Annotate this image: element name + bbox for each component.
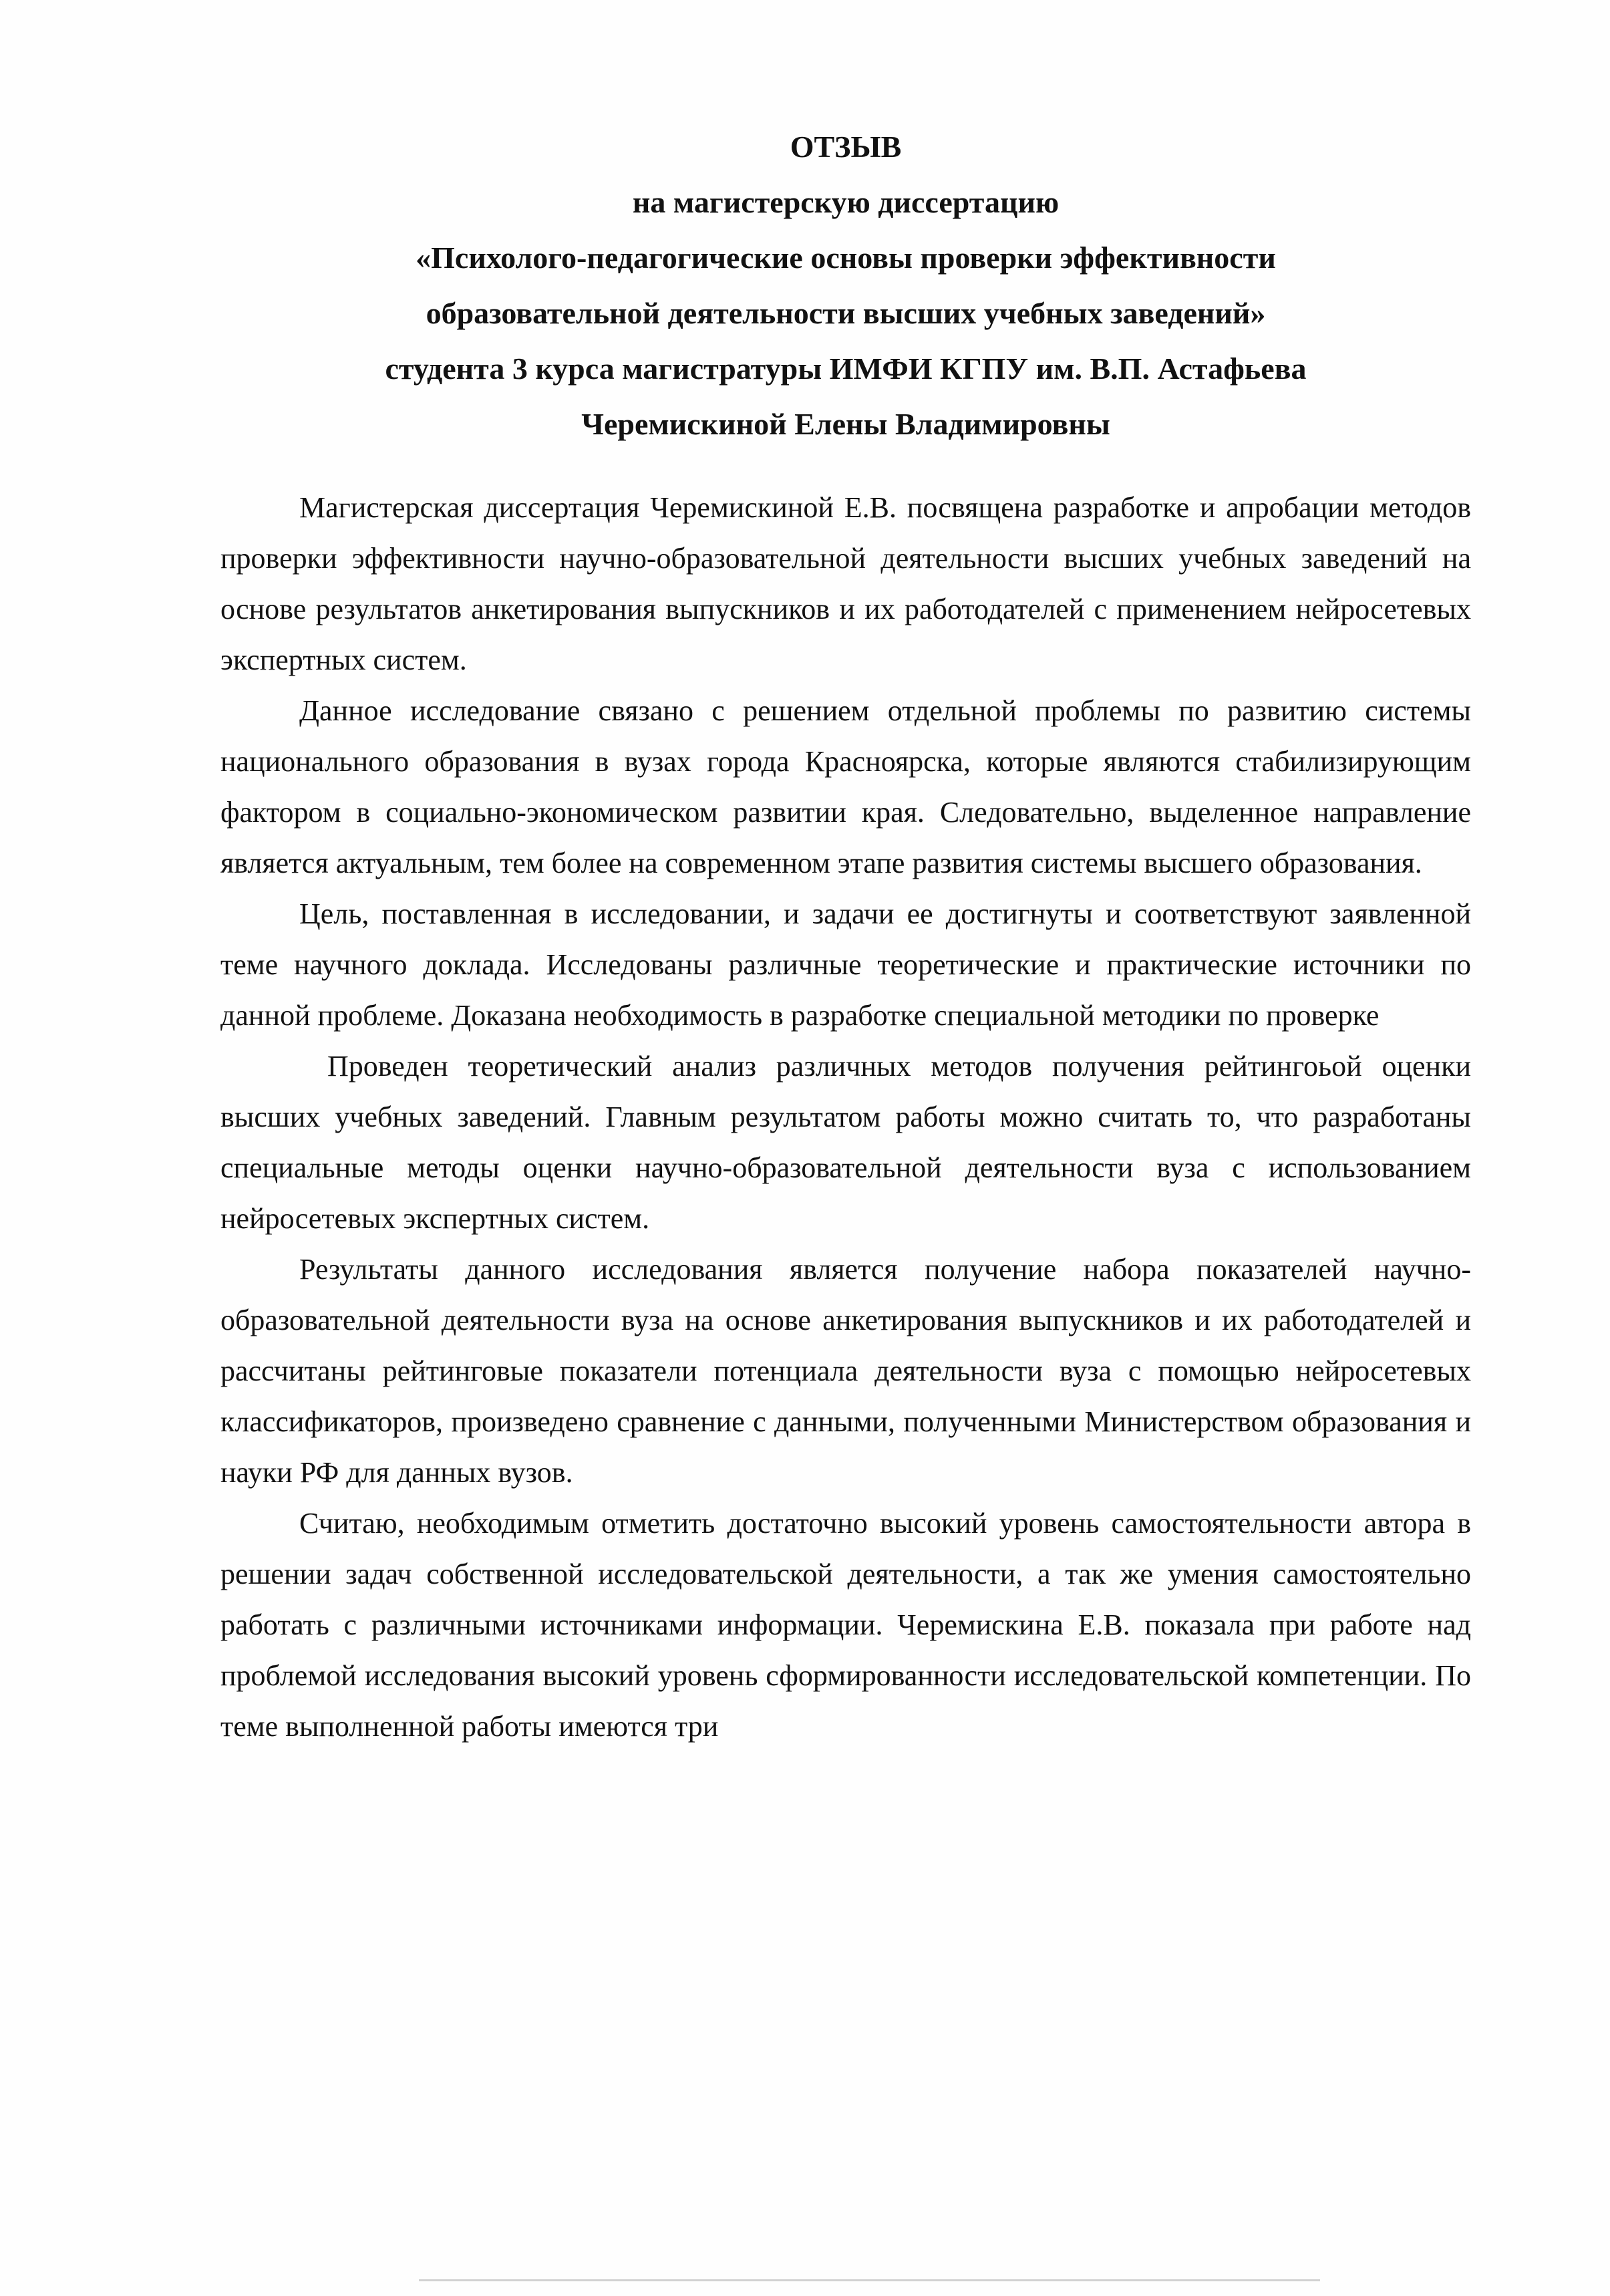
paragraph-results: Результаты данного исследования является получение набора показателей научно-образовательной деятельности вуза на основе анкетирования выпускников и их работодателей и рассчитаны рейтинговые показатели потенциала деятельности вуза с помощью нейросетевых классификаторов, произведено сравнение с данными, полученными Министерством образования и науки РФ для данных вузов.: [220, 1253, 1471, 1489]
document-title-thesis-name-line-1: «Психолого-педагогические основы проверки эффективности: [416, 241, 1276, 275]
document-title-author-name: Черемискиной Елены Владимировны: [581, 407, 1110, 441]
paragraph-analysis: Проведен теоретический анализ различных методов получения рейтингоьой оценки высших учебных заведений. Главным результатом работы можно считать то, что разработаны специальные методы оценки научно-образовательной деятельности вуза с использованием нейросетевых экспертных систем.: [220, 1050, 1471, 1235]
document-title-main: ОТЗЫВ: [790, 130, 902, 164]
paragraph-abstract: Магистерская диссертация Черемискиной Е.В. посвящена разработке и апробации методов проверки эффективности научно-образовательной деятельности высших учебных заведений на основе результатов анкетирования выпускников и их работодателей с применением нейросетевых экспертных систем.: [220, 491, 1471, 676]
document-header: [220, 119, 1471, 452]
paragraph-evaluation: Считаю, необходимым отметить достаточно высокий уровень самостоятельности автора в решении задач собственной исследовательской деятельности, а так же умения самостоятельно работать с различными источниками информации. Черемискина Е.В. показала при работе над проблемой исследования высокий уровень сформированности исследовательской компетенции. По теме выполненной работы имеются три: [220, 1507, 1471, 1743]
document-body: [220, 482, 1471, 1752]
document-title-thesis-name-line-2: образовательной деятельности высших учебных заведений»: [426, 296, 1266, 330]
scan-artifact-line: [419, 2279, 1321, 2281]
document-title-subtitle: на магистерскую диссертацию: [632, 185, 1060, 219]
paragraph-relevance: Данное исследование связано с решением отдельной проблемы по развитию системы национального образования в вузах города Красноярска, которые являются стабилизирующим фактором в социально-экономическом развитии края. Следовательно, выделенное направление является актуальным, тем более на современном этапе развития системы высшего образования.: [220, 694, 1471, 879]
paragraph-goals: Цель, поставленная в исследовании, и задачи ее достигнуты и соответствуют заявленной теме научного доклада. Исследованы различные теоретические и практические источники по данной проблеме. Доказана необходимость в разработке специальной методики по проверке: [220, 897, 1471, 1032]
document-title-student-line: студента 3 курса магистратуры ИМФИ КГПУ им. В.П. Астафьева: [385, 351, 1307, 386]
